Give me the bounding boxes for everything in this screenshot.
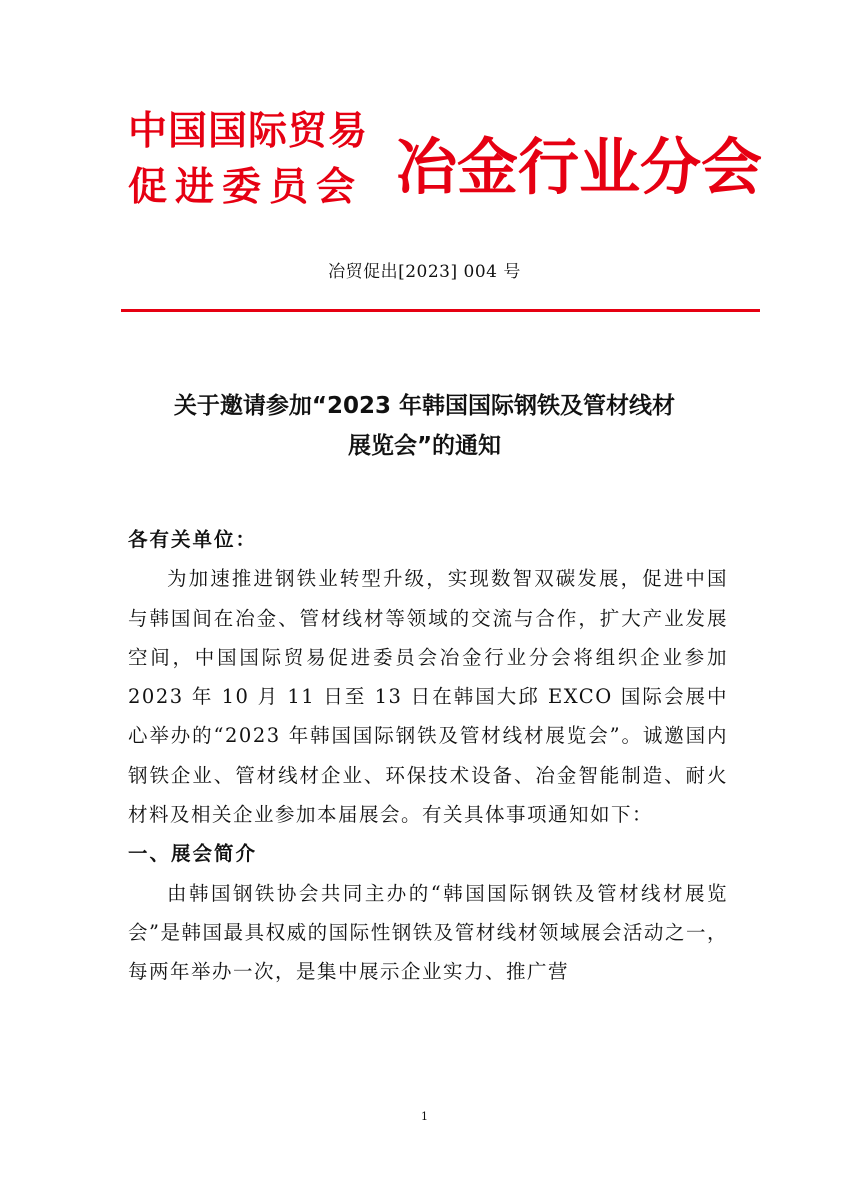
- letterhead-org-name-line2: 促进委员会: [128, 165, 364, 210]
- red-divider-line: [121, 309, 760, 312]
- document-number: 冶贸促出[2023] 004 号: [328, 262, 521, 282]
- salutation: 各有关单位：: [128, 528, 258, 551]
- intro-paragraph: 为加速推进钢铁业转型升级，实现数智双碳发展，促进中国与韩国间在冶金、管材线材等领域的交流与合作，扩大产业发展空间，中国国际贸易促进委员会冶金行业分会将组织企业参加 2023 年 10 月 11 日至 13 日在韩国大邱 EXCO 国际会展中心举办的“2023 年韩国国际钢铁及管材线材展览会”。诚邀国内钢铁企业、管材线材企业、环保技术设备、冶金智能制造、耐火材料及相关企业参加本届展会。有关具体事项通知如下：: [128, 567, 728, 827]
- section-heading-exhibition-intro: 一、展会简介: [128, 842, 258, 866]
- exhibition-intro-paragraph: 由韩国钢铁协会共同主办的“韩国国际钢铁及管材线材展览会”是韩国最具权威的国际性钢铁及管材线材领域展会活动之一，每两年举办一次，是集中展示企业实力、推广营: [128, 881, 728, 984]
- letterhead-org-name: [128, 104, 378, 216]
- document-title-line2: 展览会”的通知: [347, 433, 502, 459]
- document-title: [100, 386, 749, 466]
- letterhead: [128, 104, 768, 224]
- document-body: [128, 520, 728, 992]
- page-number: 1: [421, 1110, 428, 1123]
- letterhead-branch-name: 冶金行业分会: [396, 132, 763, 203]
- letterhead-org-name-line1: 中国国际贸易: [128, 109, 369, 154]
- document-title-line1: 关于邀请参加“2023 年韩国国际钢铁及管材线材: [173, 393, 676, 419]
